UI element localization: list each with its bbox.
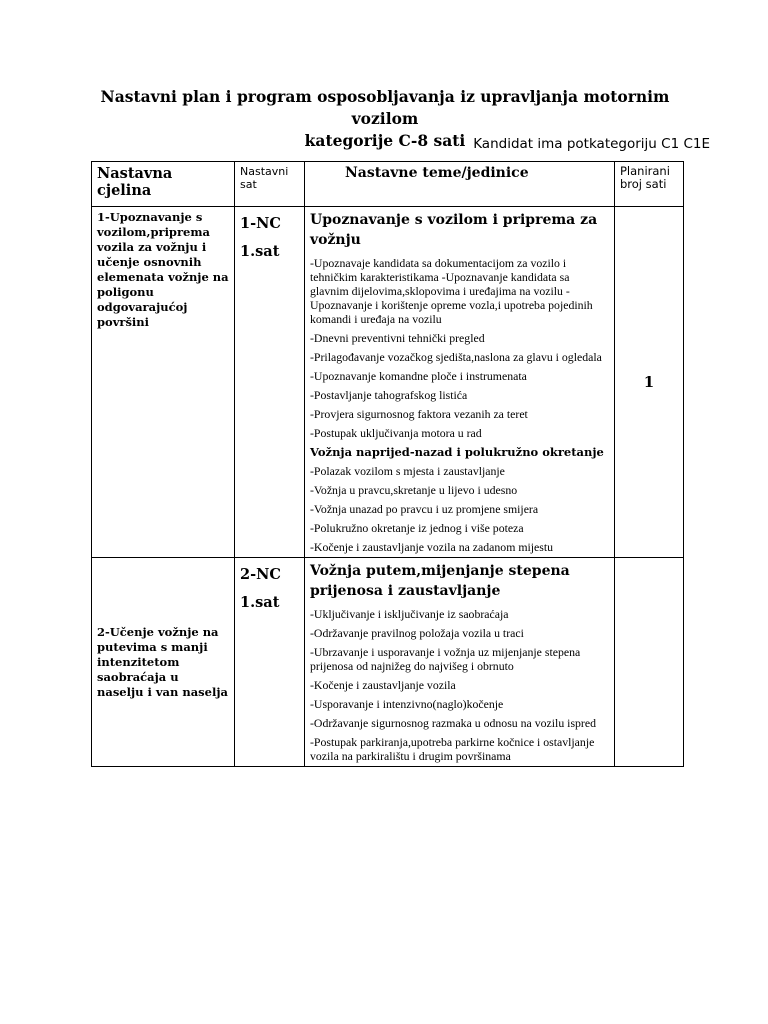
- list-item: -Provjera sigurnosnog faktora vezanih za teret: [310, 407, 528, 421]
- list-item: -Kočenje i zaustavljanje vozila: [310, 678, 456, 692]
- list-item: -Postupak uključivanja motora u rad: [310, 426, 482, 440]
- header-nastavna-cjelina: Nastavna cjelina: [92, 162, 235, 207]
- list-item: -Vožnja u pravcu,skretanje u lijevo i udesno: [310, 483, 518, 497]
- hour-number: 1.sat: [240, 594, 280, 611]
- list-item: -Kočenje i zaustavljanje vozila na zadanom mijestu: [310, 540, 554, 554]
- list-item: -Upoznavaje kandidata sa dokumentacijom za vozilo i tehničkim karakteristikama -Upoznavanje kandidata sa glavnim dijelovima,sklopovima i uređajima na vozilu -Upoznavanje i korištenje opreme vozla,i upotreba pojedinih komandi i uređaja na vozilu: [310, 256, 593, 326]
- header-planirani-broj-sati: Planirani broj sati: [615, 162, 684, 207]
- list-item: -Ubrzavanje i usporavanje i vožnja uz mijenjanje stepena prijenosa od najnižeg do najvišeg i obrnuto: [310, 645, 581, 673]
- table-header-row: [92, 162, 684, 207]
- list-item: -Vožnja unazad po pravcu i uz promjene smijera: [310, 502, 539, 516]
- topics-cell: [305, 207, 615, 558]
- table-row: [92, 207, 684, 558]
- hour-code: 1-NC: [240, 215, 281, 232]
- unit-cell: 2-Učenje vožnje na putevima s manji intenzitetom saobraćaja u naselju i van naselja: [92, 558, 235, 767]
- unit-cell: 1-Upoznavanje s vozilom,priprema vozila za vožnju i učenje osnovnih elemenata vožnje na poligonu odgovarajućoj površini: [92, 207, 235, 558]
- topic-heading: Upoznavanje s vozilom i priprema za vožnju: [310, 212, 598, 248]
- header-nastavni-sat: Nastavni sat: [235, 162, 305, 207]
- hour-cell: [235, 558, 305, 767]
- hour-code: 2-NC: [240, 566, 281, 583]
- planned-hours: 1: [615, 207, 684, 558]
- list-item: -Održavanje sigurnosnog razmaka u odnosu na vozilu ispred: [310, 716, 596, 730]
- hour-number: 1.sat: [240, 243, 280, 260]
- candidate-subcategory-note: Kandidat ima potkategoriju C1 C1E: [473, 136, 710, 152]
- subtopic-heading: Vožnja naprijed-nazad i polukružno okretanje: [310, 445, 604, 459]
- curriculum-table: [91, 161, 684, 767]
- hour-cell: [235, 207, 305, 558]
- topics-cell: [305, 558, 615, 767]
- list-item: -Održavanje pravilnog položaja vozila u traci: [310, 626, 524, 640]
- list-item: -Polukružno okretanje iz jednog i više poteza: [310, 521, 524, 535]
- list-item: -Polazak vozilom s mjesta i zaustavljanje: [310, 464, 505, 478]
- header-nastavne-teme: Nastavne teme/jedinice: [305, 162, 615, 207]
- topic-heading: Vožnja putem,mijenjanje stepena prijenosa i zaustavljanje: [310, 563, 570, 599]
- list-item: -Uključivanje i isključivanje iz saobraćaja: [310, 607, 509, 621]
- list-item: -Upoznavanje komandne ploče i instrumenata: [310, 369, 527, 383]
- list-item: -Postupak parkiranja,upotreba parkirne kočnice i ostavljanje vozila na parkiralištu i drugim površinama: [310, 735, 595, 763]
- table-row: [92, 558, 684, 767]
- list-item: -Usporavanje i intenzivno(naglo)kočenje: [310, 697, 504, 711]
- list-item: -Postavljanje tahografskog listića: [310, 388, 468, 402]
- planned-hours-empty: [615, 558, 684, 767]
- title-line-2: kategorije C-8 sati: [304, 131, 466, 150]
- list-item: -Prilagođavanje vozačkog sjedišta,naslona za glavu i ogledala: [310, 350, 602, 364]
- list-item: -Dnevni preventivni tehnički pregled: [310, 331, 485, 345]
- title-line-1: Nastavni plan i program osposobljavanja iz upravljanja motornim vozilom: [100, 87, 670, 128]
